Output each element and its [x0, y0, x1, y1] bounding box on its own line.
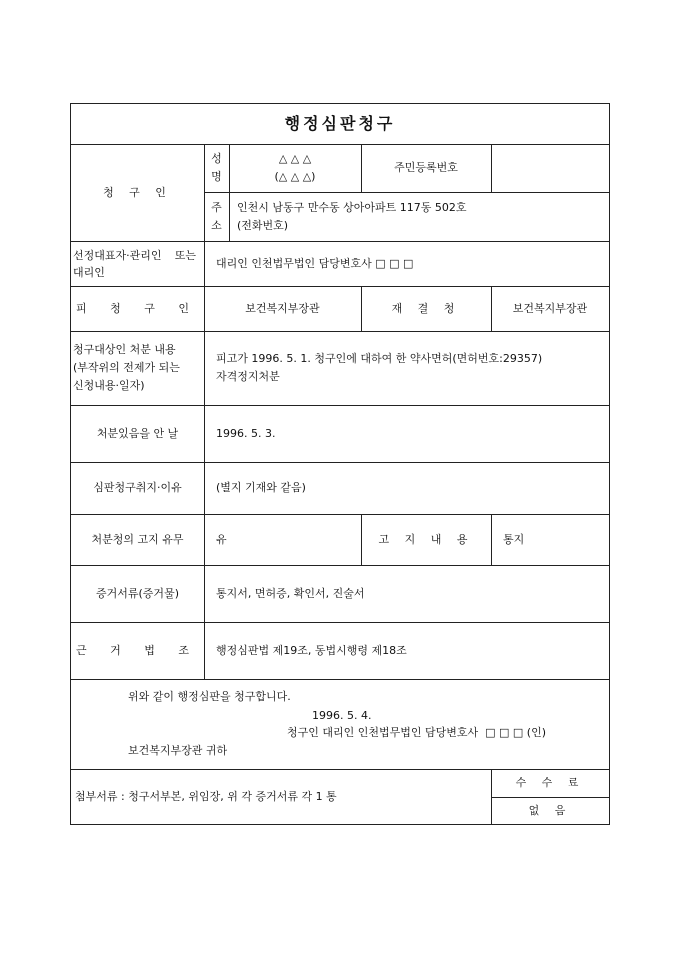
name-label: 성 명 [211, 152, 222, 183]
name-value: △ △ △ (△ △ △) [274, 152, 316, 183]
decision-agency-label: 재 결 청 [391, 301, 461, 315]
fee-value: 없 음 [528, 804, 572, 817]
address-label: 주 소 [211, 200, 222, 232]
evidence-label: 증거서류(증거물) [96, 586, 179, 600]
respondent-label: 피 청 구 인 [76, 301, 199, 315]
notice-content-label: 고 지 내 용 [378, 532, 474, 546]
representative-label: 선정대표자·관리인 또는 대리인 [73, 248, 196, 279]
appeal-form [70, 103, 610, 825]
claimant-label: 청 구 인 [103, 185, 172, 199]
legal-basis-label: 근 거 법 조 [76, 643, 199, 657]
legal-basis-value: 행정심판법 제19조, 동법시행령 제18조 [216, 643, 407, 657]
id-number-label: 주민등록번호 [394, 161, 458, 174]
id-number-value [491, 144, 609, 192]
representative-value: 대리인 인천법무법인 담당변호사 □ □ □ [216, 256, 414, 270]
notice-value: 유 [216, 532, 227, 546]
declaration-statement: 위와 같이 행정심판을 청구합니다. [128, 690, 291, 703]
notice-content-value: 통지 [503, 532, 525, 546]
form-title: 행정심판청구 [284, 114, 396, 133]
fee-label: 수 수 료 [515, 776, 585, 789]
respondent-value: 보건복지부장관 [245, 301, 320, 315]
declaration-signer: 청구인 대리인 인천법무법인 담당변호사 □ □ □ (인) [287, 726, 547, 739]
address-value: 인천시 남동구 만수동 상아아파트 117동 502호 (전화번호) [237, 200, 467, 232]
known-date-value: 1996. 5. 3. [216, 426, 276, 440]
purpose-value: (별지 기재와 같음) [216, 481, 306, 494]
evidence-value: 통지서, 면허증, 확인서, 진술서 [216, 586, 365, 600]
purpose-label: 심판청구취지·이유 [93, 481, 182, 494]
disposition-label: 청구대상인 처분 내용 (부작위의 전제가 되는 신청내용·일자) [73, 343, 180, 392]
notice-label: 처분청의 고지 유무 [91, 532, 184, 546]
disposition-value: 피고가 1996. 5. 1. 청구인에 대하여 한 약사면허(면허번호:29357) 자격정지처분 [216, 352, 543, 383]
attachments-text: 첨부서류 : 청구서부본, 위임장, 위 각 증거서류 각 1 통 [75, 790, 337, 803]
decision-agency-value: 보건복지부장관 [512, 301, 588, 315]
declaration-date: 1996. 5. 4. [312, 709, 372, 722]
known-date-label: 처분있음을 안 날 [96, 426, 179, 440]
declaration-addressee: 보건복지부장관 귀하 [128, 744, 228, 757]
